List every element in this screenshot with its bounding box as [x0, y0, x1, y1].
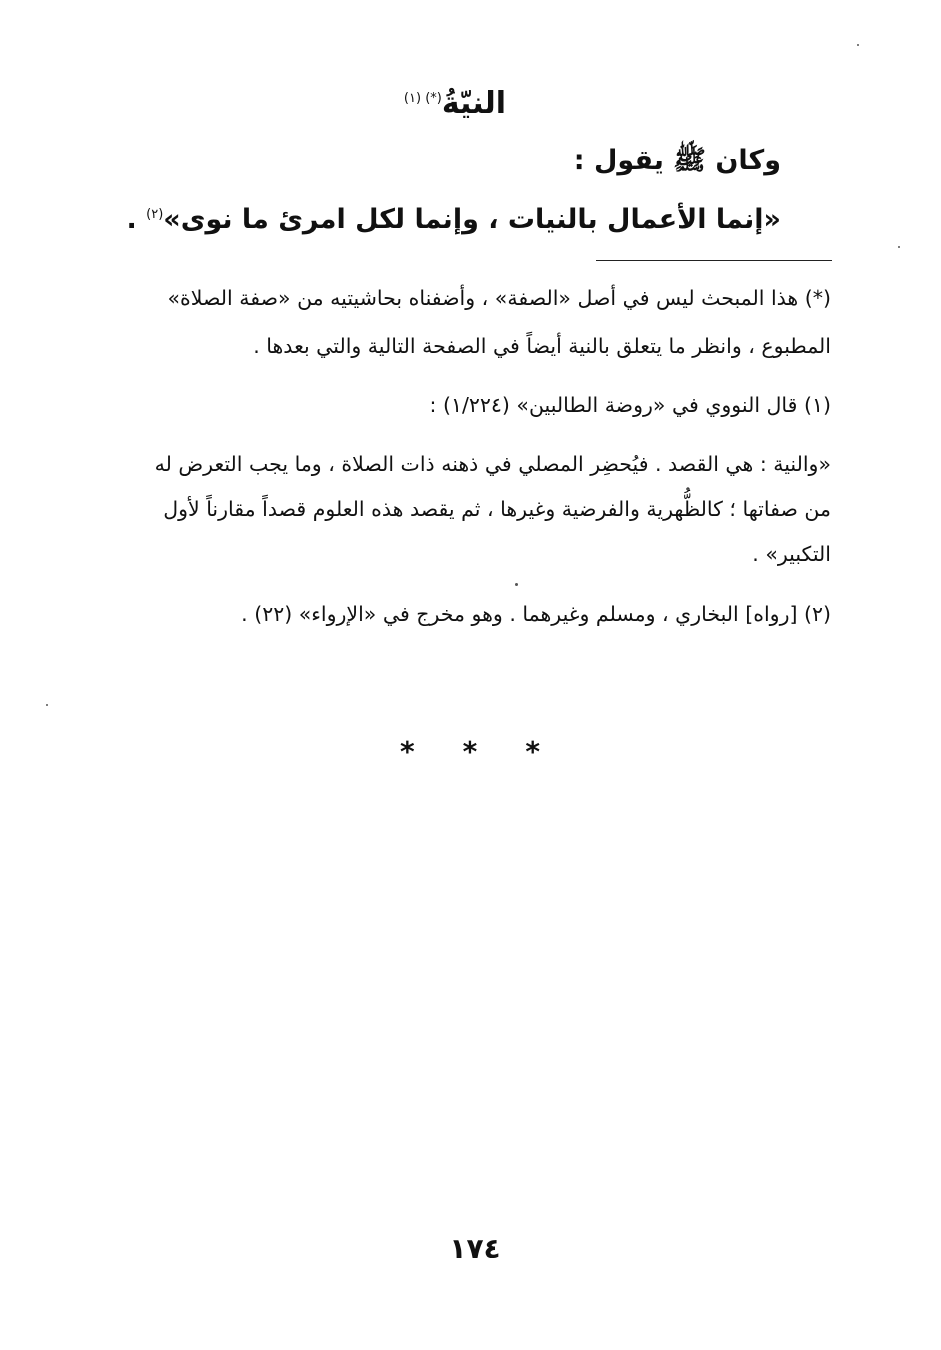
footnote-2-line1: (٢) [رواه] البخاري ، ومسلم وغيرهما . وهو مخرج في «الإرواء» (٢٢) .	[241, 602, 831, 626]
separator-star: *	[525, 735, 540, 768]
scan-speck	[515, 583, 518, 586]
hadith-text: «إنما الأعمال بالنيات ، وإنما لكل امرئ ما نوى»	[163, 204, 781, 235]
scan-speck	[898, 246, 900, 248]
scan-speck	[857, 44, 859, 46]
footnote-star-line2: المطبوع ، وانظر ما يتعلق بالنية أيضاً في الصفحة التالية والتي بعدها .	[253, 334, 831, 358]
separator-star: *	[400, 735, 415, 768]
hadith-footnote-ref: (٢)	[146, 207, 164, 222]
footnote-divider	[596, 260, 832, 261]
section-title	[380, 86, 530, 121]
hadith-quote	[126, 204, 781, 235]
footnote-1-quote-line2: من صفاتها ؛ كالظُّهرية والفرضية وغيرها ، ثم يقصد هذه العلوم قصداً مقارناً لأول	[163, 497, 831, 521]
scan-speck	[46, 704, 48, 706]
footnote-star-line1: (*) هذا المبحث ليس في أصل «الصفة» ، وأضفناه بحاشيتيه من «صفة الصلاة»	[167, 286, 831, 310]
title-footnote-marks: (*) (١)	[403, 91, 442, 106]
intro-line: وكان ﷺ يقول :	[573, 145, 781, 176]
hadith-tail: .	[126, 204, 147, 235]
footnote-1-line1: (١) قال النووي في «روضة الطالبين» (١/٢٢٤) :	[429, 393, 831, 417]
separator-star: *	[462, 735, 478, 768]
page-number: ١٧٤	[449, 1232, 501, 1265]
title-text: النيّةُ	[441, 86, 507, 121]
footnote-1-quote-line1: «والنية : هي القصد . فيُحضِر المصلي في ذهنه ذات الصلاة ، وما يجب التعرض له	[154, 452, 831, 476]
footnote-1-quote-line3: التكبير» .	[752, 542, 831, 566]
section-separator	[400, 735, 540, 768]
